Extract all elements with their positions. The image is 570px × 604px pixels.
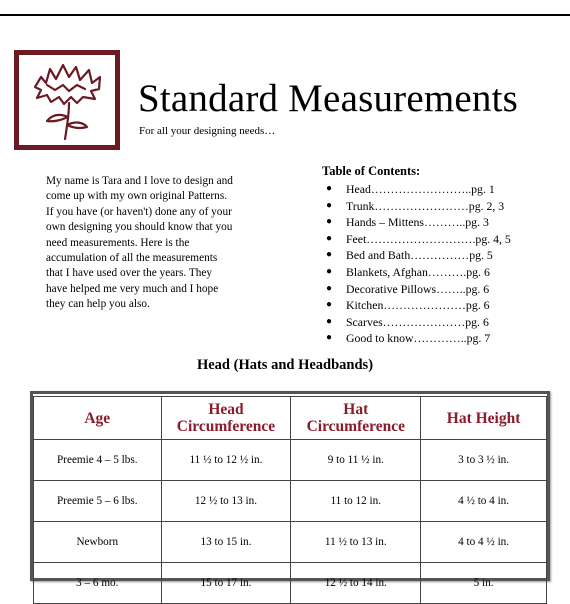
intro-line: they can help you also. <box>46 298 150 311</box>
table-cell: 5 in. <box>421 563 547 604</box>
toc-item <box>322 214 562 231</box>
column-header-head-circumference <box>161 397 291 440</box>
toc-item-text: Blankets, Afghan……….pg. 6 <box>346 264 490 279</box>
bullet-icon: ● <box>326 282 333 294</box>
toc-item-text: Decorative Pillows……..pg. 6 <box>346 281 490 296</box>
bullet-icon: ● <box>326 249 333 261</box>
carnation-icon <box>19 55 115 145</box>
bullet-icon: ● <box>326 315 333 327</box>
table-cell: 4 to 4 ½ in. <box>421 522 547 563</box>
intro-line: need measurements. Here is the <box>46 236 190 249</box>
bullet-icon: ● <box>326 265 333 277</box>
intro-line: have helped me very much and I hope <box>46 282 219 295</box>
carnation-logo <box>14 50 120 150</box>
table-cell: 12 ½ to 14 in. <box>291 563 421 604</box>
toc-item <box>322 231 562 248</box>
table-cell: 3 – 6 mo. <box>34 563 162 604</box>
toc-item-text: Bed and Bath……………pg. 5 <box>346 248 493 263</box>
toc-item <box>322 198 562 215</box>
bullet-icon: ● <box>326 232 333 244</box>
table-cell: 11 ½ to 12 ½ in. <box>161 440 291 481</box>
header-line: Head <box>208 401 244 418</box>
bullet-icon: ● <box>326 183 333 194</box>
intro-line: My name is Tara and I love to design and <box>46 175 233 187</box>
header-line: Age <box>84 409 111 427</box>
toc-item <box>322 297 562 314</box>
top-rule <box>0 14 570 16</box>
header-line: Hat Height <box>446 409 521 427</box>
page-subtitle: For all your designing needs… <box>139 125 276 137</box>
header-line: Hat <box>343 401 369 418</box>
table-row <box>34 522 547 563</box>
toc-item-text: Scarves…………………pg. 6 <box>346 314 489 329</box>
toc-item <box>322 181 562 198</box>
table-cell: 4 ½ to 4 in. <box>421 481 547 522</box>
bullet-icon: ● <box>326 299 333 311</box>
bullet-icon: ● <box>326 199 333 211</box>
toc-heading: Table of Contents: <box>322 164 421 178</box>
bullet-icon: ● <box>326 332 333 344</box>
toc-item-text: Good to know…………..pg. 7 <box>346 331 491 346</box>
column-header-hat-height <box>421 397 547 440</box>
intro-line: that I have used over the years. They <box>46 267 213 280</box>
table-cell: 11 to 12 in. <box>291 481 421 522</box>
toc-item <box>322 247 562 264</box>
intro-line: If you have (or haven't) done any of your <box>46 205 232 218</box>
toc-item <box>322 330 562 347</box>
intro-line: own designing you should know that you <box>46 221 233 234</box>
intro-line: accumulation of all the measurements <box>46 252 218 265</box>
table-cell: 15 to 17 in. <box>161 563 291 604</box>
table-row <box>34 563 547 604</box>
table-cell: 11 ½ to 13 in. <box>291 522 421 563</box>
table-cell: Newborn <box>34 522 162 563</box>
toc-item-text: Trunk……………………pg. 2, 3 <box>346 198 505 213</box>
toc-item-text: Head……………………..pg. 1 <box>346 182 495 196</box>
table-row <box>34 481 547 522</box>
table-cell: 13 to 15 in. <box>161 522 291 563</box>
table-cell: Preemie 5 – 6 lbs. <box>34 481 162 522</box>
table-row <box>34 440 547 481</box>
page-title: Standard Measurements <box>138 77 519 120</box>
column-header-age <box>34 397 162 440</box>
toc-list <box>322 181 562 347</box>
column-header-hat-circumference <box>291 397 421 440</box>
table-of-contents <box>322 163 562 347</box>
table-header-row <box>34 397 547 440</box>
toc-item-text: Feet……………………….pg. 4, 5 <box>346 231 511 246</box>
bullet-icon: ● <box>326 216 333 228</box>
intro-paragraph <box>46 174 274 313</box>
table-cell: Preemie 4 – 5 lbs. <box>34 440 162 481</box>
intro-line: come up with my own original Patterns. <box>46 190 228 203</box>
toc-item-text: Kitchen…………………pg. 6 <box>346 298 490 313</box>
header-line: Circumference <box>176 418 276 435</box>
header-line: Circumference <box>306 418 405 435</box>
table-cell: 12 ½ to 13 in. <box>161 481 291 522</box>
section-heading: Head (Hats and Headbands) <box>196 357 374 373</box>
measurement-table <box>33 396 547 604</box>
measurement-table-frame <box>30 391 550 589</box>
toc-item <box>322 264 562 281</box>
table-cell: 3 to 3 ½ in. <box>421 440 547 481</box>
table-cell: 9 to 11 ½ in. <box>291 440 421 481</box>
toc-item <box>322 281 562 298</box>
toc-item-text: Hands – Mittens………..pg. 3 <box>346 215 489 230</box>
toc-item <box>322 314 562 331</box>
